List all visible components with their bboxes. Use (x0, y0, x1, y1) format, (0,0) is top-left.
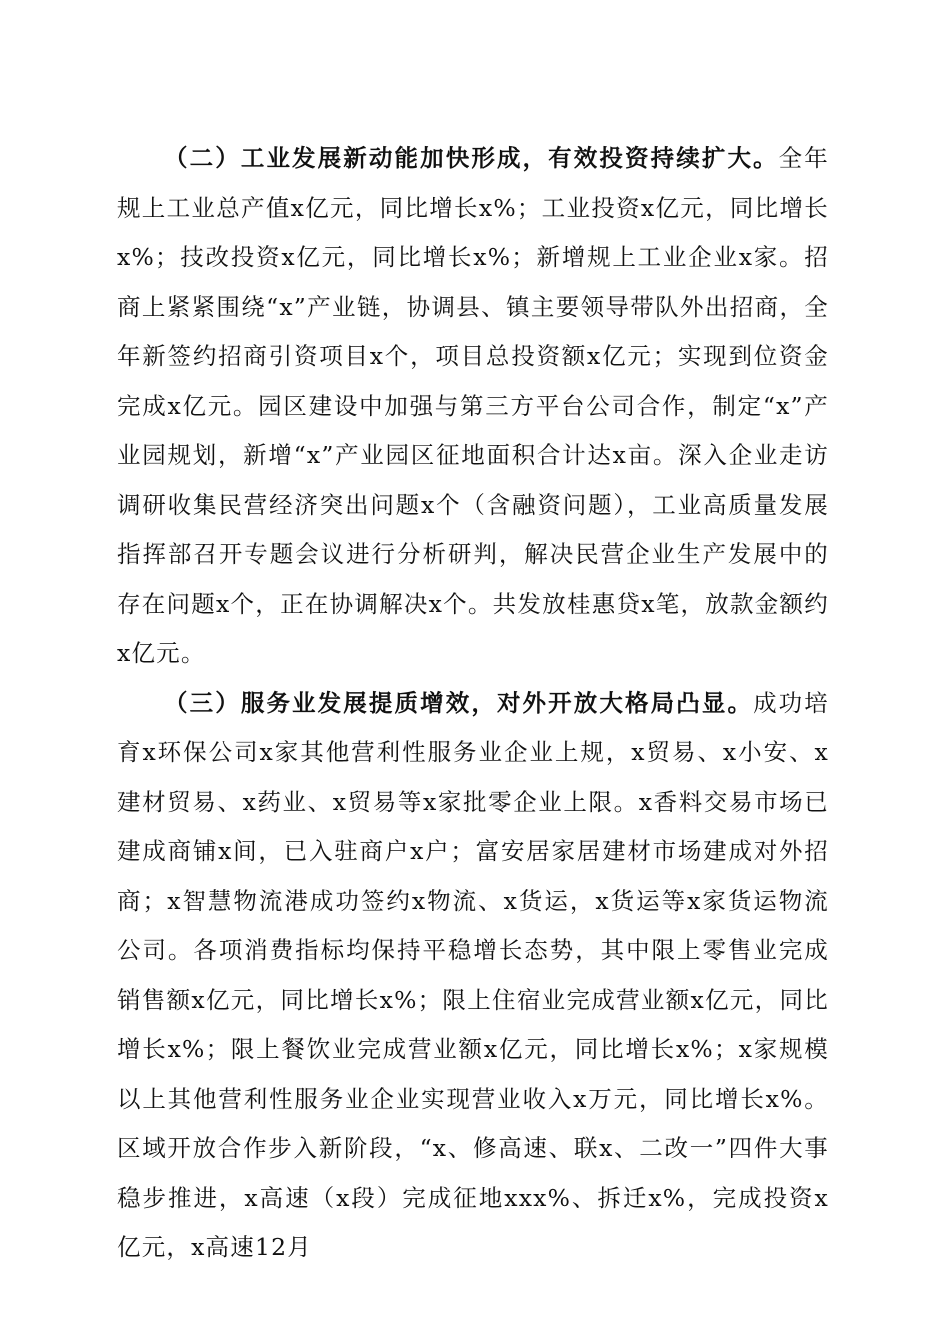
paragraph-heading: （三）服务业发展提质增效，对外开放大格局凸显。 (164, 688, 754, 717)
paragraph-services (117, 679, 829, 1273)
paragraph-text: 成功培育x环保公司x家其他营利性服务业企业上规，x贸易、x小安、x建材贸易、x药业、x贸易等x家批零企业上限。x香料交易市场已建成商铺x间，已入驻商户x户；富安居家居建材市场建成对外招商；x智慧物流港成功签约x物流、x货运，x货运等x家货运物流公司。各项消费指标均保持平稳增长态势，其中限上零售业完成销售额x亿元，同比增长x%；限上住宿业完成营业额x亿元，同比增长x%；限上餐饮业完成营业额x亿元，同比增长x%；x家规模以上其他营利性服务业企业实现营业收入x万元，同比增长x%。区域开放合作步入新阶段，“x、修高速、联x、二改一”四件大事稳步推进，x高速（x段）完成征地xxx%、拆迁x%，完成投资x亿元，x高速12月 (117, 688, 829, 1261)
paragraph-heading: （二）工业发展新动能加快形成，有效投资持续扩大。 (164, 144, 779, 172)
document-body (117, 134, 829, 1273)
paragraph-industry (117, 134, 829, 679)
paragraph-text: 全年规上工业总产值x亿元，同比增长x%；工业投资x亿元，同比增长x%；技改投资x亿元，同比增长x%；新增规上工业企业x家。招商上紧紧围绕“x”产业链，协调县、镇主要领导带队外出招商，全年新签约招商引资项目x个，项目总投资额x亿元；实现到位资金完成x亿元。园区建设中加强与第三方平台公司合作，制定“x”产业园规划，新增“x”产业园区征地面积合计达x亩。深入企业走访调研收集民营经济突出问题x个（含融资问题），工业高质量发展指挥部召开专题会议进行分析研判，解决民营企业生产发展中的存在问题x个，正在协调解决x个。共发放桂惠贷x笔，放款金额约x亿元。 (117, 144, 829, 667)
